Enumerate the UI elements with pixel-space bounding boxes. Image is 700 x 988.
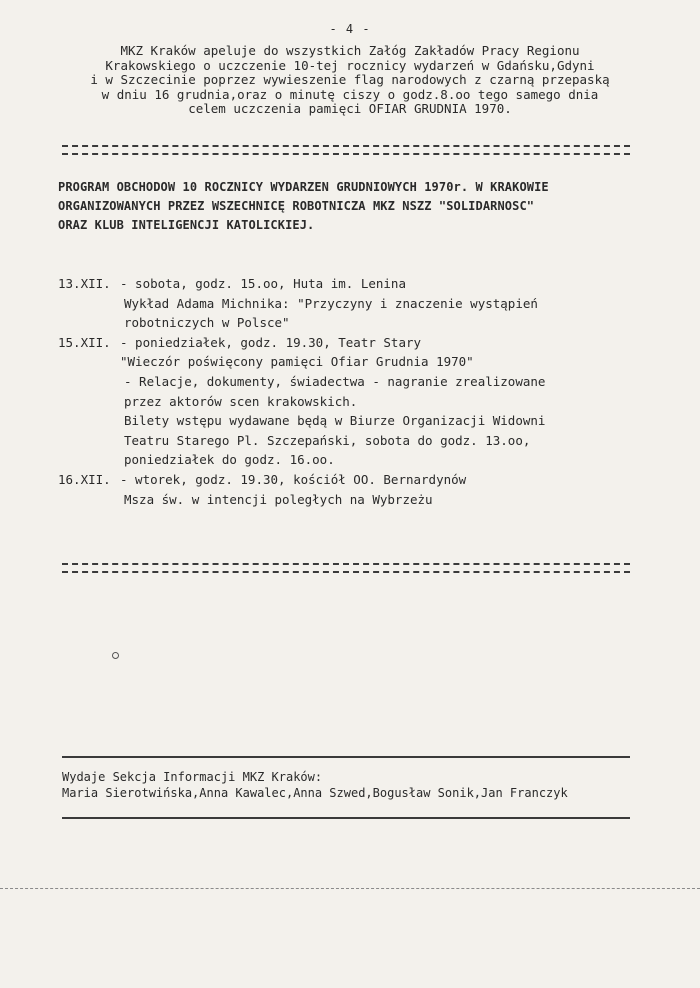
event-line: przez aktorów scen krakowskich. xyxy=(124,393,358,409)
event-item xyxy=(58,470,658,509)
double-dashed-divider xyxy=(62,145,630,155)
event-line: robotniczych w Polsce" xyxy=(124,315,290,331)
event-line: Msza św. w intencji poległych na Wybrzeżu xyxy=(124,491,433,507)
event-line: - wtorek, godz. 19.30, kościół OO. Bernardynów xyxy=(120,471,467,487)
program-title-line: PROGRAM OBCHODOW 10 ROCZNICY WYDARZEN GRUDNIOWYCH 1970r. W KRAKOWIE xyxy=(58,180,549,194)
appeal-line: w dniu 16 grudnia,oraz o minutę ciszy o godz.8.oo tego samego dnia xyxy=(101,86,599,102)
footer-top-rule xyxy=(62,756,630,758)
program-title-line: ORAZ KLUB INTELIGENCJI KATOLICKIEJ. xyxy=(58,218,315,232)
appeal-line: celem uczczenia pamięci OFIAR GRUDNIA 1970. xyxy=(188,101,512,116)
ink-speck xyxy=(112,652,119,659)
event-date: 13.XII. xyxy=(58,276,111,291)
publisher-line: Wydaje Sekcja Informacji MKZ Kraków: xyxy=(62,770,323,784)
event-line: poniedziałek do godz. 16.oo. xyxy=(124,452,335,468)
event-details xyxy=(120,274,658,333)
appeal-line: MKZ Kraków apeluje do wszystkich Załóg Zakładów Pracy Regionu xyxy=(120,43,580,58)
event-line: Wykład Adama Michnika: "Przyczyny i znaczenie wystąpień xyxy=(124,295,538,311)
event-line: - sobota, godz. 15.oo, Huta im. Lenina xyxy=(120,276,406,291)
event-line: Teatru Starego Pl. Szczepański, sobota do godz. 13.oo, xyxy=(124,432,531,448)
event-date: 16.XII. xyxy=(58,471,111,487)
event-line: "Wieczór poświęcony pamięci Ofiar Grudnia 1970" xyxy=(120,354,474,370)
double-dashed-divider xyxy=(62,563,630,573)
page-number: - 4 - xyxy=(329,22,371,36)
event-date: 15.XII. xyxy=(58,334,111,350)
event-line: Bilety wstępu wydawane będą w Biurze Organizacji Widowni xyxy=(124,413,546,429)
publisher-footer xyxy=(62,769,662,801)
event-item xyxy=(58,274,658,333)
event-details xyxy=(120,470,658,509)
event-line: - Relacje, dokumenty, świadectwa - nagranie zrealizowane xyxy=(124,373,546,389)
perforation-line xyxy=(0,888,700,889)
appeal-paragraph xyxy=(55,44,645,117)
program-title-line: ORGANIZOWANYCH PRZEZ WSZECHNICĘ ROBOTNICZA MKZ NSZZ "SOLIDARNOSC" xyxy=(58,199,535,213)
editors-line: Maria Sierotwińska,Anna Kawalec,Anna Szwed,Bogusław Sonik,Jan Franczyk xyxy=(62,786,568,800)
event-details xyxy=(120,333,658,470)
event-list xyxy=(58,274,658,509)
appeal-line: i w Szczecinie poprzez wywieszenie flag narodowych z czarną przepaską xyxy=(90,72,610,87)
appeal-line: Krakowskiego o uczczenie 10-tej rocznicy wydarzeń w Gdańsku,Gdyni xyxy=(105,57,595,73)
event-item xyxy=(58,333,658,470)
footer-bottom-rule xyxy=(62,817,630,819)
event-line: - poniedziałek, godz. 19.30, Teatr Stary xyxy=(120,334,422,350)
program-title xyxy=(58,178,648,235)
